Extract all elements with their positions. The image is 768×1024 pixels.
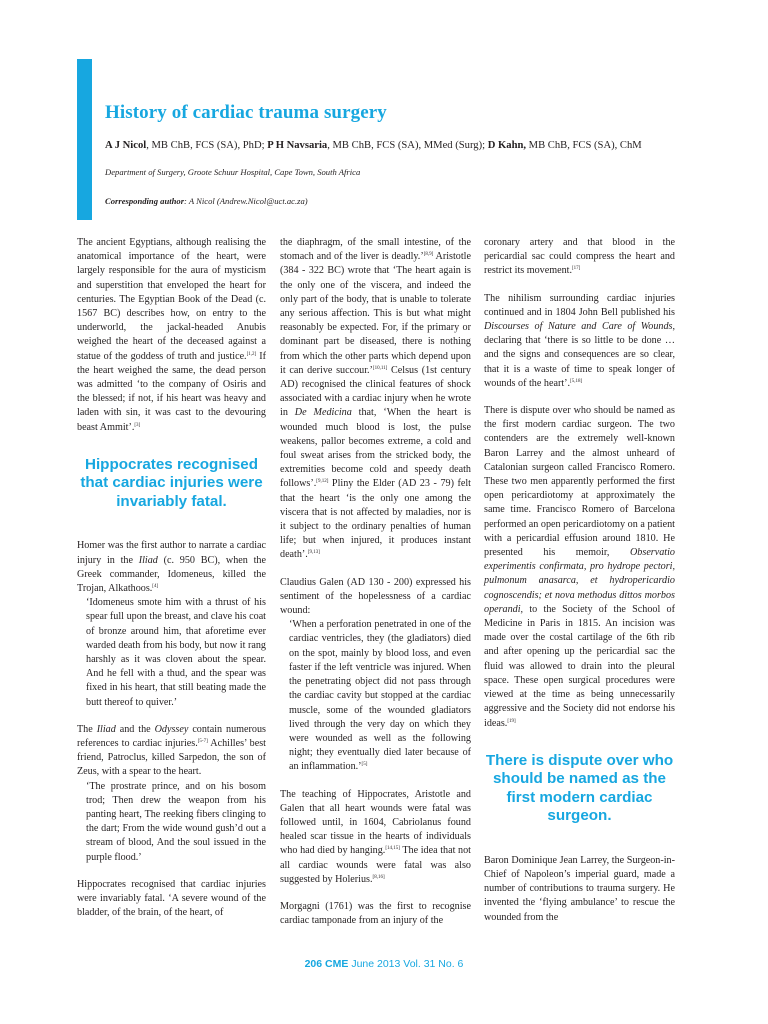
paragraph: There is dispute over who should be named as the first modern cardiac surgeon. The two contenders are the extremely well-known Baron Larrey and the almost unheard of Catalonian surgeon called Francisco Romero. These two men apparently performed the first open pericardiotomy at approximately the same time. Francisco Romero of Barcelona performed an open pericardiotomy on a patient with a pericardial effusion around 1810. He presented his memoir, Observatio experimentis confirmata, pro hydrope pectori, pulmonum anasarca, et hydropericardio cognoscendis; et nova methodus dittos morbos operandi, to the Society of the School of Medicine in Paris in 1815. An incision was made over the costal cartilage of the 6th rib and after opening up the pericardial sac the fluid was allowed to drain into the pleural space. These open surgical procedures were viewed at the time as being unnecessarily aggressive and the Society did not endorse his ideas.[19]: [484, 405, 675, 729]
citation: [19]: [507, 718, 516, 724]
paragraph: the diaphragm, of the small intestine, of the stomach and of the liver is deadly.’[8,9] Aristotle (384 - 322 BC) wrote that ‘The heart again is the only one of the viscera, and indeed the only part of the body, that is unable to tolerate any serious affection. This is but what might reasonably be expected. For, if the primary or dominant part be diseased, there is nothing from which the other parts which depend upon it can derive succour.’[10,11] Celsus (1st century AD) recognised the clinical features of shock associated with a cardiac injury when he wrote in De Medicina that, ‘When the heart is wounded much blood is lost, the pulse weakens, pallor becomes extreme, a cold and foul sweat arises from the stricked body, the extremities become cold and speedy death follows’.[9,12] Pliny the Elder (AD 23 - 79) felt that the heart ‘is the only one among the viscera that is not affected by maladies, nor is it subject to the ordinary penalties of human life; but when injured, it produces instant death’.[9,13]: [280, 237, 471, 561]
title-accent-bar: [77, 59, 92, 220]
author-name: D Kahn,: [487, 140, 527, 151]
corresponding-label: Corresponding author: [105, 196, 185, 206]
citation: [1,2]: [246, 351, 257, 357]
text-column-1: [77, 236, 266, 933]
affiliation: Department of Surgery, Groote Schuur Hospital, Cape Town, South Africa: [105, 167, 361, 177]
author-name: A J Nicol: [105, 140, 147, 151]
article-title: History of cardiac trauma surgery: [105, 102, 387, 123]
paragraph: The nihilism surrounding cardiac injuries continued and in 1804 John Bell published his Discourses of Nature and Care of Wounds, declaring that ‘there is so little to be done … and the signs and consequences are so clear, that it is a waste of time to speak longer of wounds of the heart’.[5,18]: [484, 292, 675, 389]
citation: [14,15]: [385, 846, 400, 852]
paragraph: Homer was the first author to narrate a cardiac injury in the Iliad (c. 950 BC), when the Greek commander, Idomeneus, killed the Trojan, Alkathoos.[4]: [77, 540, 266, 594]
pull-quote: There is dispute over who should be named as the first modern cardiac surgeon.: [485, 751, 674, 825]
author-credentials: MB ChB, FCS (SA), ChM: [526, 140, 642, 151]
paragraph: The ancient Egyptians, although realising the anatomical importance of the heart, were largely responsible for the aura of mysticism and superstition that enveloped the heart for centuries. The Egyptian Book of the Dead (c. 1567 BC) describes how, on entry to the underworld, the jackal-headed Anubis weighed the heart of the deceased against a statue of the goddess of truth and justice.[1,2] If the heart weighed the same, the dead person was admitted ‘to the company of Osiris and the blessed; if not, if his heart was heavy and laden with sin, it was cast to the devouring beast Ammit’.[3]: [77, 237, 266, 433]
paragraph: Hippocrates recognised that cardiac injuries were invariably fatal. ‘A severe wound of the bladder, of the brain, of the heart, of: [77, 878, 266, 919]
corresponding-email: : A Nicol (Andrew.Nicol@uct.ac.za): [184, 196, 308, 206]
author-credentials: , MB ChB, FCS (SA), MMed (Surg);: [327, 140, 488, 151]
block-quote: ‘When a perforation penetrated in one of the cardiac ventricles, they (the gladiators) died on the spot, mainly by blood loss, and even faster if the left ventricle was injured. When the penetrating object did not pass through the cardiac cavity but stopped at the cardiac muscle, some of the wounded gladiators lived through the very day on which they were wounded as well as the following night; they eventually died later because of an inflammation.’[5]: [289, 619, 471, 773]
issue-info: June 2013 Vol. 31 No. 6: [351, 958, 464, 970]
block-quote: ‘The prostrate prince, and on his bosom trod; Then drew the weapon from his panting heart, The reeking fibers clinging to the dart; From the wide wound gush’d out a stream of blood, And the soul issued in the purple flood.’: [86, 780, 266, 863]
citation: [5]: [361, 762, 368, 768]
author-credentials: , MB ChB, FCS (SA), PhD;: [146, 140, 268, 151]
citation: [5,18]: [570, 378, 583, 384]
citation: [3]: [134, 422, 141, 428]
paragraph: Baron Dominique Jean Larrey, the Surgeon-in-Chief of Napoleon’s imperial guard, made a number of contributions to trauma surgery. He invented the ‘flying ambulance’ to rescue the wounded from the: [484, 854, 675, 923]
page-number: 206: [304, 958, 323, 970]
paragraph: The Iliad and the Odyssey contain numerous references to cardiac injuries.[5-7] Achilles’ best friend, Patroclus, killed Sarpedon, the son of Zeus, with a spear to the heart.: [77, 723, 266, 778]
citation: [8,9]: [423, 252, 434, 258]
text-column-3: [484, 236, 675, 938]
author-list: [105, 140, 745, 151]
citation: [8,16]: [372, 874, 385, 880]
citation: [17]: [572, 266, 581, 272]
paragraph: The teaching of Hippocrates, Aristotle and Galen that all heart wounds were fatal was followed until, in 1604, Cabriolanus found healed scar tissue in the hearts of individuals who had died by hanging.[14,15] The idea that not all cardiac wounds were fatal was also suggested by Holerius.[8,16]: [280, 788, 471, 885]
paragraph: Claudius Galen (AD 130 - 200) expressed his sentiment of the hopelessness of a cardiac wound:: [280, 576, 471, 617]
text-column-2: [280, 236, 471, 941]
journal-name: CME: [325, 958, 349, 970]
citation: [9,13]: [307, 550, 320, 556]
block-quote: ‘Idomeneus smote him with a thrust of his spear full upon the breast, and clave his coat of bronze around him, that aforetime ever warded death from his body, but now it rang harshly as it was cloven about the spear. And he fell with a thud, and the spear was fixed in his heart, that still beating made the butt thereof to quiver.’: [86, 597, 266, 708]
page-footer: [0, 958, 768, 970]
citation: [10,11]: [372, 365, 388, 371]
pull-quote: Hippocrates recognised that cardiac injuries were invariably fatal.: [80, 455, 263, 510]
paragraph: Morgagni (1761) was the first to recognise cardiac tamponade from an injury of the: [280, 900, 471, 927]
corresponding-author: [105, 196, 308, 206]
paragraph: coronary artery and that blood in the pericardial sac could compress the heart and restrict its movement.[17]: [484, 237, 675, 277]
citation: [4]: [152, 583, 159, 589]
author-name: P H Navsaria: [267, 140, 328, 151]
citation: [9,12]: [316, 479, 329, 485]
citation: [5-7]: [197, 738, 208, 744]
